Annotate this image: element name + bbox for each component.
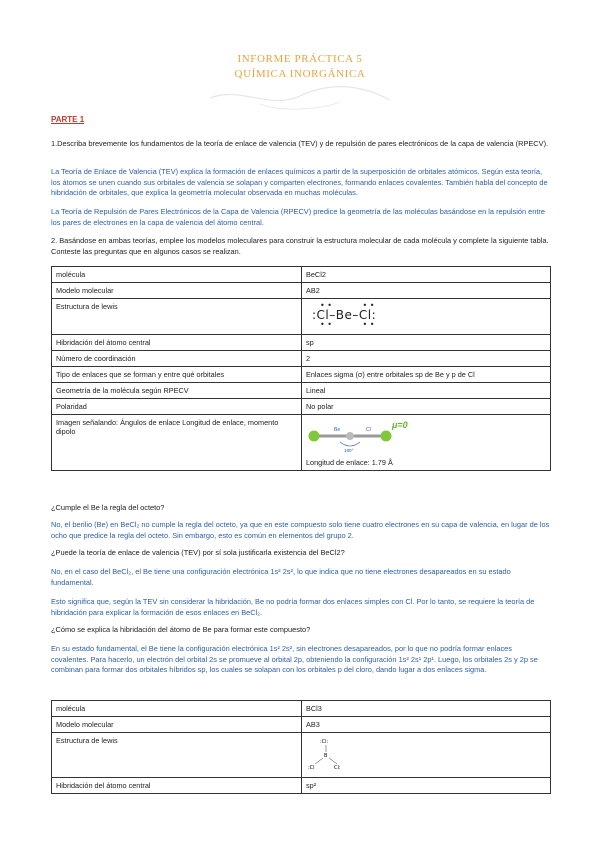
table-row bbox=[52, 733, 551, 778]
cell-label: Número de coordinación bbox=[52, 351, 302, 367]
lewis-cl-left: :Cl bbox=[308, 765, 315, 771]
angle-arc bbox=[340, 442, 360, 446]
decorative-swirl bbox=[200, 80, 400, 114]
question-octet: ¿Cumple el Be la regla del octeto? bbox=[51, 503, 165, 512]
table-row bbox=[52, 335, 551, 351]
cell-label: Polaridad bbox=[52, 399, 302, 415]
becl2-table bbox=[51, 266, 551, 471]
question-hybridization: ¿Cómo se explica la hibridación del átomo de Be para formar este compuesto? bbox=[51, 625, 311, 634]
cell-value: sp bbox=[302, 335, 551, 351]
lewis-cl-top: :Cl: bbox=[320, 739, 329, 745]
report-subtitle: QUÍMICA INORGÁNICA bbox=[234, 68, 366, 80]
table-row bbox=[52, 283, 551, 299]
question-1: 1.Describa brevemente los fundamentos de la teoría de enlace de valencia (TEV) y de repulsión de pares electrónicos de la capa de valencia (RPECV). bbox=[51, 139, 549, 148]
cl-atom-right bbox=[381, 431, 392, 442]
bcl3-lewis-diagram bbox=[306, 736, 386, 772]
report-title: INFORME PRÁCTICA 5 bbox=[237, 53, 363, 65]
answer-rpecv: La Teoría de Repulsión de Pares Electrónicos de la Capa de Valencia (RPECV) predice la geometría de las moléculas basándose en la repulsión entre los pares de electrones en la capa de valencia del átomo central. bbox=[51, 207, 545, 227]
cell-label: Geometría de la molécula según RPECV bbox=[52, 383, 302, 399]
lewis-cl-right: Cl: bbox=[334, 765, 341, 771]
cell-value: sp² bbox=[302, 778, 551, 794]
cell-value: AB2 bbox=[302, 283, 551, 299]
table-row bbox=[52, 778, 551, 794]
be-atom bbox=[346, 432, 354, 440]
table-row bbox=[52, 367, 551, 383]
molecule-image-cell bbox=[302, 415, 551, 471]
lewis-b: B bbox=[324, 753, 328, 759]
cell-label: Modelo molecular bbox=[52, 283, 302, 299]
cell-label: Estructura de lewis bbox=[52, 299, 302, 335]
table-row bbox=[52, 299, 551, 335]
cell-label: molécula bbox=[52, 267, 302, 283]
bcl3-table bbox=[51, 700, 551, 794]
table-row bbox=[52, 701, 551, 717]
lewis-structure-becl2 bbox=[302, 299, 551, 335]
table-row bbox=[52, 717, 551, 733]
lone-pair-dots: • • • • bbox=[320, 301, 375, 310]
cell-label: Imagen señalando: Ángulos de enlace Longitud de enlace, momento dipolo bbox=[52, 415, 302, 471]
lone-pair-dots: • • • • bbox=[320, 320, 375, 329]
table-row bbox=[52, 415, 551, 471]
cell-label: Modelo molecular bbox=[52, 717, 302, 733]
be-label: Be bbox=[334, 427, 341, 433]
dipole-moment-label: μ=0 bbox=[392, 420, 408, 430]
answer-tev-2: Esto significa que, según la TEV sin considerar la hibridación, Be no podría formar dos enlaces simples con Cl. Por lo tanto, se requiere la teoría de hibridación para explicar la formación de esos enlaces en BeCl₂. bbox=[51, 597, 535, 617]
cell-value: Lineal bbox=[302, 383, 551, 399]
bond-length-label: Longitud de enlace: 1.79 Å bbox=[306, 458, 393, 467]
cell-value: BeCl2 bbox=[302, 267, 551, 283]
table-row bbox=[52, 383, 551, 399]
table-row bbox=[52, 351, 551, 367]
question-tev: ¿Puede la teoría de enlace de valencia (TEV) por sí sola justificarla existencia del BeCl2? bbox=[51, 548, 345, 557]
lewis-structure-bcl3 bbox=[302, 733, 551, 778]
section-heading: PARTE 1 bbox=[51, 115, 85, 124]
cell-value: No polar bbox=[302, 399, 551, 415]
cell-label: Tipo de enlaces que se forman y entre qué orbitales bbox=[52, 367, 302, 383]
answer-tev-1: No, en el caso del BeCl₂, el Be tiene una configuración electrónica 1s² 2s², lo que indica que no tiene electrones desapareados en su estado fundamental. bbox=[51, 567, 511, 587]
answer-hybridization: En su estado fundamental, el Be tiene la configuración electrónica 1s² 2s², sin electrones desapareados, por lo que no podría formar enlaces covalentes. Para hacerlo, un electrón del orbital 2s se promueve al orbital 2p, obteniendo la configuración 1s² 2s¹ 2p¹. Luego, los orbitales 2s y 2p se combinan para formar dos orbitales híbridos sp, los cuales se solapan con los orbitales p del cloro, dando lugar a dos enlaces sigma. bbox=[51, 644, 538, 675]
cell-label: Hibridación del átomo central bbox=[52, 335, 302, 351]
cell-value: BCl3 bbox=[302, 701, 551, 717]
cell-value: Enlaces sigma (σ) entre orbitales sp de Be y p de Cl bbox=[302, 367, 551, 383]
cell-label: molécula bbox=[52, 701, 302, 717]
cl-label: Cl bbox=[366, 427, 371, 433]
cl-atom-left bbox=[309, 431, 320, 442]
table-row bbox=[52, 399, 551, 415]
cell-label: Estructura de lewis bbox=[52, 733, 302, 778]
cell-label: Hibridación del átomo central bbox=[52, 778, 302, 794]
cell-value: AB3 bbox=[302, 717, 551, 733]
cell-value: 2 bbox=[302, 351, 551, 367]
answer-tev: La Teoría de Enlace de Valencia (TEV) explica la formación de enlaces químicos a partir de la superposición de orbitales atómicos. Según esta teoría, los átomos se unen cuando sus orbitales de valencia se solapan y comparten electrones, formando enlaces covalentes. También habla del concepto de hibridación de orbitales, que explica la geometría molecular observada en muchas moléculas. bbox=[51, 167, 548, 198]
angle-label: 180° bbox=[344, 448, 354, 453]
becl2-molecule-image bbox=[306, 418, 426, 454]
lewis-formula: :Cl–Be–Cl: bbox=[312, 308, 377, 322]
answer-octet: No, el berilio (Be) en BeCl₂ no cumple la regla del octeto, ya que en este compuesto solo tiene cuatro electrones en su capa de valencia, en lugar de los ocho que predice la regla del octeto. Sin embargo, esto es común en elementos del grupo 2. bbox=[51, 520, 550, 540]
question-2: 2. Basándose en ambas teorías, emplee los modelos moleculares para construir la estructura molecular de cada molécula y complete la siguiente tabla. Conteste las preguntas que en algunos casos se realizan. bbox=[51, 236, 549, 256]
table-row bbox=[52, 267, 551, 283]
